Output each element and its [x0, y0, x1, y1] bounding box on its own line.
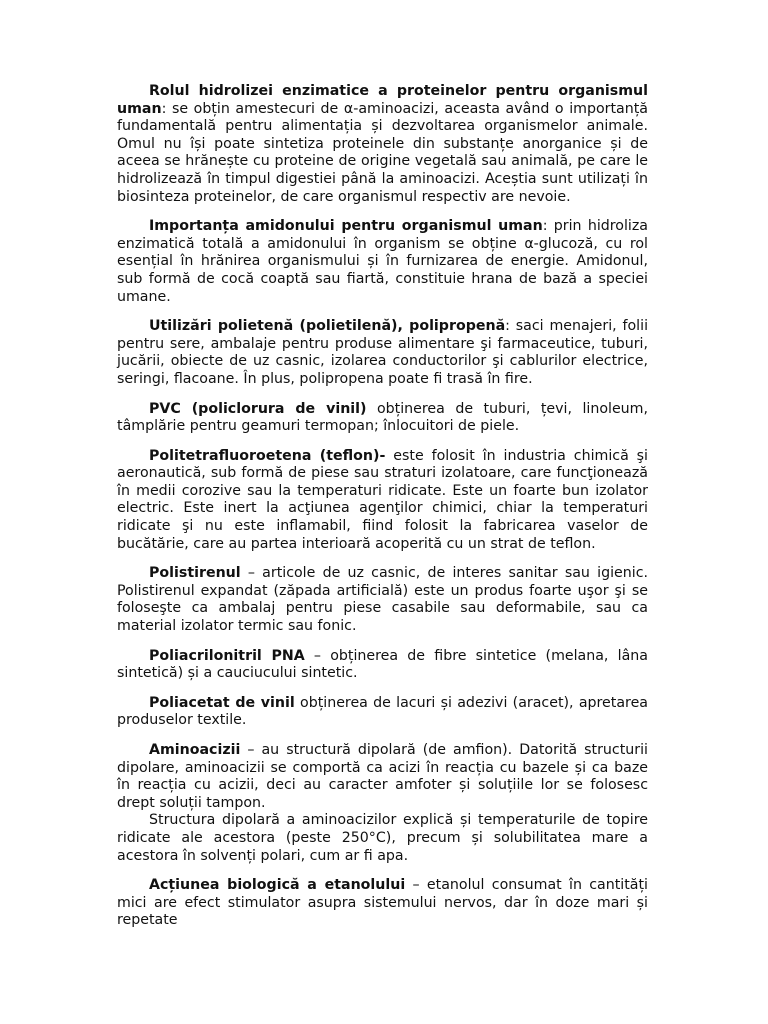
- paragraph-heading: Polistirenul: [149, 565, 241, 582]
- paragraph-heading: Politetrafluoroetena (teflon)-: [149, 447, 386, 464]
- paragraph-heading: Aminoacizii: [149, 742, 241, 758]
- paragraph-text: – etanolul consumat în cantități mici are efect stimulator asupra sistemului nervos, dar în doze mari și repetate: [117, 877, 648, 929]
- paragraph-heading: PVC (policlorura de vinil): [149, 400, 367, 417]
- paragraph-polistiren: [117, 565, 648, 635]
- paragraph-text: : saci menajeri, folii pentru sere, ambalaje pentru produse alimentare şi farmaceutice, tuburi, jucării, obiecte de uz casnic, izolarea conductorilor şi cablurilor electrice, seringi, flacoane. În plus, polipropena poate fi trasă în fire.: [117, 318, 649, 387]
- paragraph-text: obținerea de lacuri și adezivi (aracet), apretarea produselor textile.: [117, 694, 648, 729]
- paragraph-text: obținerea de tuburi, țevi, linoleum, tâmplărie pentru geamuri termopan; înlocuitori de piele.: [117, 400, 649, 435]
- paragraph-heading: Rolul hidrolizei enzimatice a proteinelor pentru organismul uman: [117, 83, 648, 117]
- paragraph-aminoacizi: [117, 742, 648, 865]
- paragraph-heading: Acțiunea biologică a etanolului: [149, 877, 406, 894]
- paragraph-text: – au structură dipolară (de amfion). Datorită structurii dipolare, aminoacizii se comportă ca acizi în reacția cu bazele și ca baze în reacția cu acizii, deci au caracter amfoter și soluțiile lor se folosesc drept soluții tampon.: [117, 742, 648, 811]
- paragraph-heading: Poliacrilonitril PNA: [149, 647, 305, 664]
- paragraph-text: : se obțin amestecuri de α-aminoacizi, aceasta având o importanță fundamentală pentru alimentația și dezvoltarea organismelor animale. Omul nu își poate sintetiza proteinele din substanțe anorganice și de aceea se hrănește cu proteine de origine vegetală sau animală, pe care le hidrolizează în timpul digestiei până la aminoacizi. Aceștia sunt utilizați în biosinteza proteinelor, de care organismul respectiv are nevoie.: [117, 100, 648, 205]
- paragraph-text: este folosit în industria chimică şi aeronautică, sub formă de piese sau straturi izolatoare, care funcţionează în medii corozive sau la temperaturi ridicate. Este un foarte bun izolator electric. Este inert la acţiunea agenţilor chimici, chiar la temperaturi ridicate şi nu este inflamabil, fiind folosit la fabricarea vaselor de bucătărie, care au partea interioară acoperită cu un strat de teflon.: [117, 447, 648, 552]
- paragraph-heading: Utilizări polietenă (polietilenă), polipropenă: [149, 318, 506, 335]
- paragraph-text: – articole de uz casnic, de interes sanitar sau igienic. Polistirenul expandat (zăpada artificială) este un produs foarte uşor şi se foloseşte ca ambalaj pentru piese casabile sau deformabile, sau ca material izolator termic sau fonic.: [117, 565, 648, 635]
- paragraph-poliacrilonitril: [117, 648, 648, 683]
- paragraph-heading: Poliacetat de vinil: [149, 694, 295, 711]
- paragraph-polietena: [117, 318, 648, 388]
- paragraph-poliacetat: [117, 695, 648, 730]
- paragraph-amidon: [117, 218, 648, 306]
- paragraph-teflon: [117, 448, 648, 554]
- paragraph-continuation: Structura dipolară a aminoacizilor explică și temperaturile de topire ridicate ale acestora (peste 250°C), precum și solubilitatea mare a acestora în solvenți polari, cum ar fi apa.: [117, 812, 648, 864]
- paragraph-heading: Importanța amidonului pentru organismul uman: [149, 218, 543, 235]
- paragraph-etanol: [117, 877, 648, 930]
- paragraph-pvc: [117, 401, 648, 436]
- paragraph-text: – obținerea de fibre sintetice (melana, lâna sintetică) și a cauciucului sintetic.: [117, 647, 648, 682]
- paragraph-hidroliza-proteine: [117, 83, 648, 206]
- document-page: [117, 83, 648, 942]
- paragraph-text: : prin hidroliza enzimatică totală a amidonului în organism se obține α-glucoză, cu rol esențial în hrănirea organismului și în furnizarea de energie. Amidonul, sub formă de cocă coaptă sau fiartă, constituie hrana de bază a speciei umane.: [117, 218, 648, 305]
